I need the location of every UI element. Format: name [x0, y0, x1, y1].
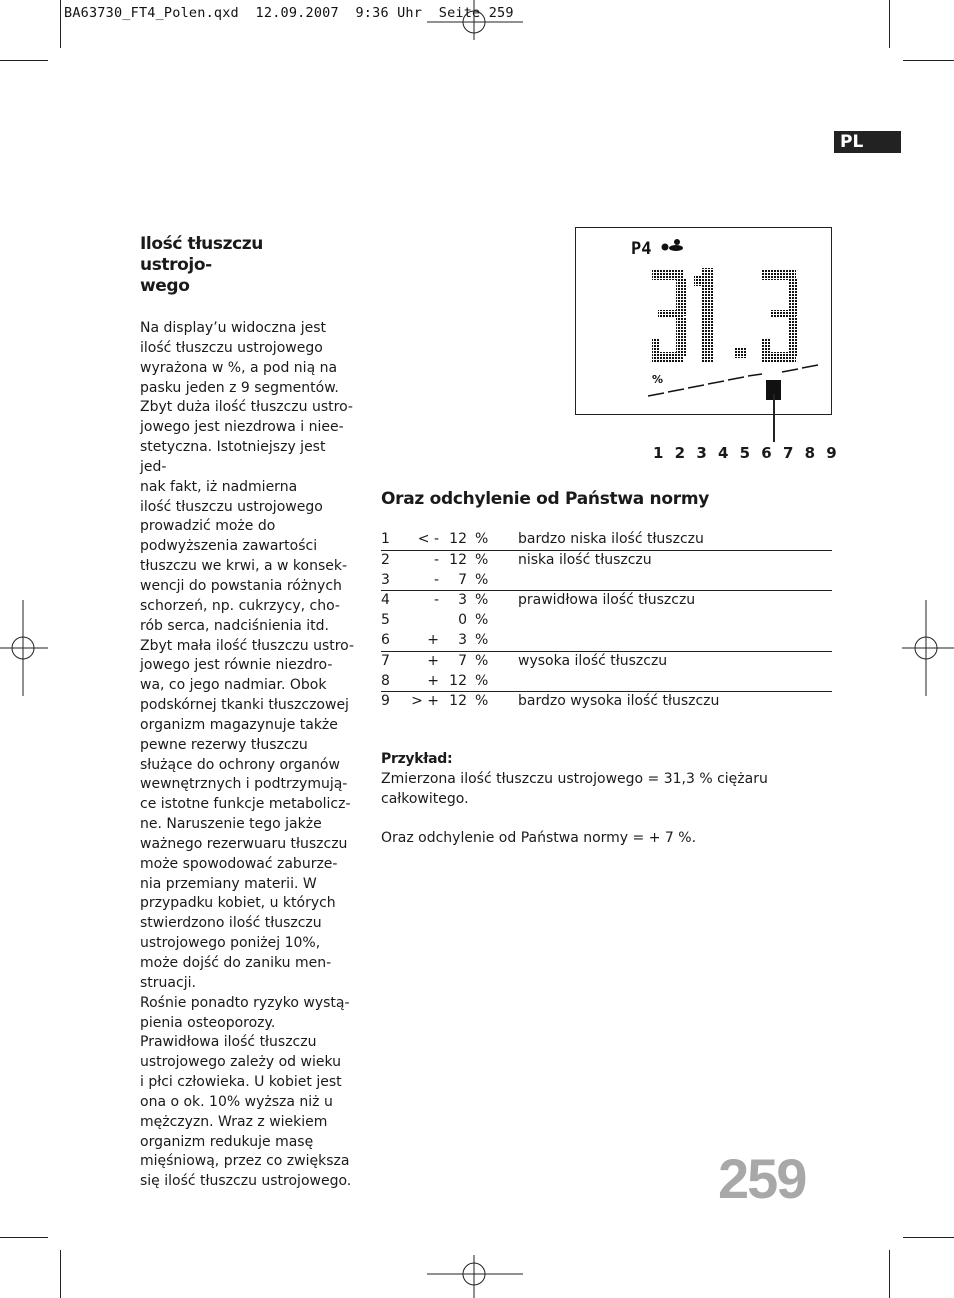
registration-mark-bottom	[427, 1255, 523, 1298]
table-row: 5 0 %	[381, 612, 489, 629]
table-row: 1 < - 12 % bardzo niska ilość tłuszczu	[381, 530, 832, 550]
registration-mark-top	[427, 0, 523, 40]
example-deviation: Oraz odchylenie od Państwa normy = + 7 %.	[381, 830, 697, 847]
user-icon	[662, 239, 684, 251]
display-unit: %	[652, 373, 664, 386]
table-row: 6 + 3 %	[381, 631, 832, 651]
example-measurement: Zmierzona ilość tłuszczu ustrojowego = 31,3 % ciężaru całkowitego.	[381, 770, 768, 807]
table-row: 9 > + 12 % bardzo wysoka ilość tłuszczu	[381, 693, 720, 710]
registration-mark-right	[902, 600, 954, 696]
deviation-table	[381, 530, 832, 712]
segment-bar	[648, 365, 818, 396]
lcd-display-graphic	[576, 228, 831, 414]
table-row: 3 - 7 %	[381, 571, 832, 591]
segment-pointer-line	[773, 394, 775, 442]
table-row: 7 + 7 % wysoka ilość tłuszczu	[381, 652, 668, 669]
table-row: 8 + 12 %	[381, 672, 832, 692]
table-row: 4 - 3 % prawidłowa ilość tłuszczu	[381, 592, 696, 609]
example-block	[381, 750, 801, 849]
registration-mark-left	[0, 600, 48, 696]
segment-numbers: 1 2 3 4 5 6 7 8 9	[653, 444, 838, 462]
profile-label: P4	[631, 239, 652, 259]
body-fat-description: Na display’u widoczna jest ilość tłuszczu ustrojowego wyrażona w %, a pod nią na pasku jeden z 9 segmentów. Zbyt duża ilość tłuszczu ustro- jowego jest niezdrowa i niee- stetyczna. Istotniejszy jest jed- nak fakt, iż nadmierna ilość tłuszczu ustrojowego prowadzić może do podwyższenia zawartości tłuszczu we krwi, a w konsek- wencji do powstania różnych schorzeń, np. cukrzycy, cho- rób serca, nadciśnienia itd. Zbyt mała ilość tłuszczu ustro- jowego jest równie niezdro- wa, co jego nadmiar. Obok podskórnej tkanki tłuszczowej organizm magazynuje także pewne rezerwy tłuszczu służące do ochrony organów wewnętrznych i podtrzymują- ce istotne funkcje metabolicz- ne. Naruszenie tego jakże ważnego rezerwuaru tłuszczu może spowodować zaburze- nia przemiany materii. W przypadku kobiet, u których stwierdzono ilość tłuszczu ustrojowego poniżej 10%, może dojść do zaniku men- struacji. Rośnie ponadto ryzyko wystą- pienia osteoporozy. Prawidłowa ilość tłuszczu ustrojowego zależy od wieku i płci człowieka. U kobiet jest ona o ok. 10% wyższa niż u mężczyzn. Wraz z wiekiem organizm redukuje masę mięśniową, przez co zwiększa się ilość tłuszczu ustrojowego.	[140, 320, 355, 1190]
left-column	[140, 234, 355, 1192]
section-title-deviation: Oraz odchylenie od Państwa normy	[381, 489, 710, 509]
print-header: BA63730_FT4_Polen.qxd 12.09.2007 9:36 Uhr Seite 259	[64, 5, 514, 21]
scale-display-illustration	[575, 227, 832, 415]
table-row: 2 - 12 % niska ilość tłuszczu	[381, 551, 652, 568]
lcd-digits	[652, 268, 798, 362]
section-title-body-fat: Ilość tłuszczu ustrojo- wego	[140, 234, 263, 296]
example-label: Przykład:	[381, 751, 453, 767]
page-number: 259	[718, 1147, 806, 1210]
language-tab: PL	[834, 131, 901, 153]
